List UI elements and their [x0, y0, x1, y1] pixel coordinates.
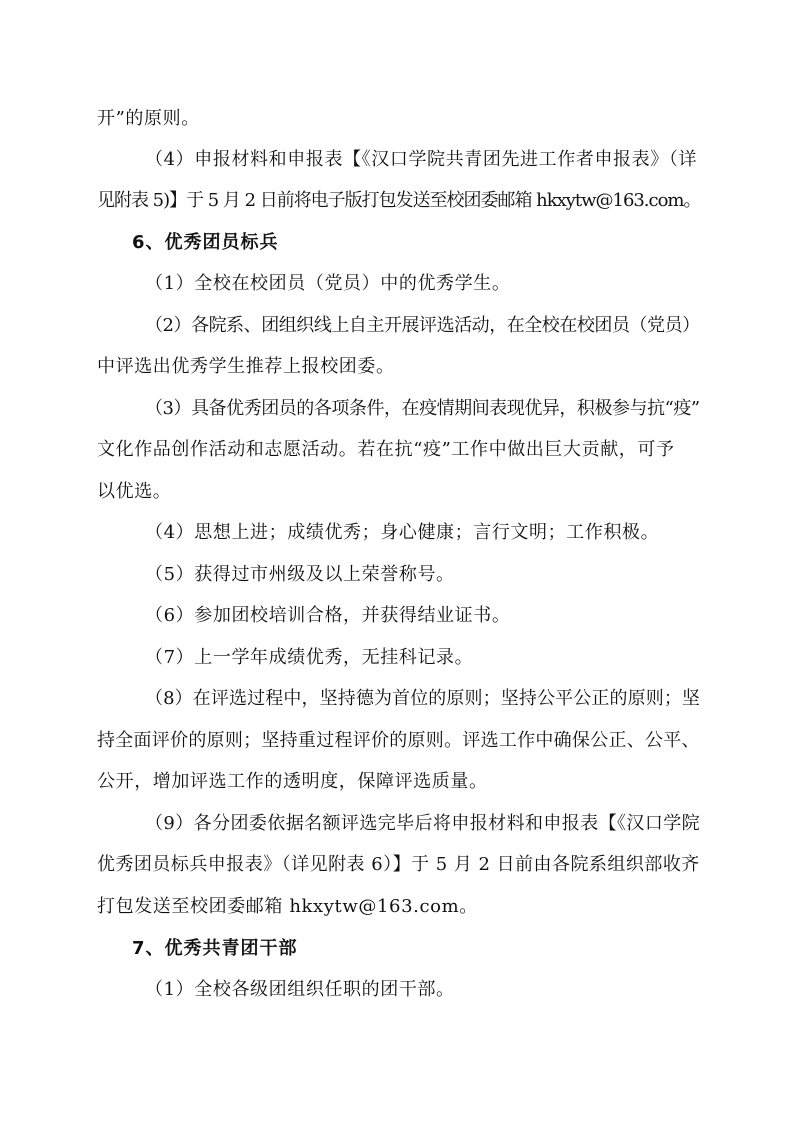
- paragraph-line: （9）各分团委依据名额评选完毕后将申报材料和申报表【《汉口学院: [145, 813, 701, 834]
- paragraph-line: 以优选。: [97, 481, 172, 502]
- paragraph-line: （8）在评选过程中，坚持德为首位的原则；坚持公平公正的原则；坚: [145, 688, 701, 709]
- paragraph-line: （1）全校各级团组织任职的团干部。: [145, 979, 455, 1000]
- paragraph-line: 见附表 5)】于 5 月 2 日前将电子版打包发送至校团委邮箱 hkxytw@163.com。: [97, 190, 701, 211]
- paragraph-line: 打包发送至校团委邮箱 hkxytw@163.com。: [97, 896, 478, 917]
- paragraph-line: （2）各院系、团组织线上自主开展评选活动，在全校在校团员（党员）: [145, 315, 700, 336]
- paragraph-line: （4）申报材料和申报表【《汉口学院共青团先进工作者申报表》（详: [145, 149, 698, 170]
- paragraph-line: （3）具备优秀团员的各项条件，在疫情期间表现优异，积极参与抗“疫”: [145, 398, 700, 419]
- paragraph-line: 公开，增加评选工作的透明度，保障评选质量。: [97, 771, 488, 792]
- section-heading: 6、优秀团员标兵: [132, 232, 279, 253]
- paragraph-line: 持全面评价的原则；坚持重过程评价的原则。评选工作中确保公正、公平、: [97, 730, 700, 751]
- paragraph-line: 中评选出优秀学生推荐上报校团委。: [97, 356, 395, 377]
- paragraph-line: （4）思想上进；成绩优秀；身心健康；言行文明；工作积极。: [145, 522, 660, 543]
- paragraph-line: 开”的原则。: [97, 108, 200, 129]
- paragraph-line: （6）参加团校培训合格，并获得结业证书。: [145, 605, 511, 626]
- paragraph-line: （5）获得过市州级及以上荣誉称号。: [145, 564, 455, 585]
- paragraph-line: （7）上一学年成绩优秀，无挂科记录。: [145, 647, 474, 668]
- paragraph-line: （1）全校在校团员（党员）中的优秀学生。: [145, 273, 511, 294]
- paragraph-line: 文化作品创作活动和志愿活动。若在抗“疫”工作中做出巨大贡献，可予: [97, 439, 675, 460]
- paragraph-line: 优秀团员标兵申报表》（详见附表 6）】于 5 月 2 日前由各院系组织部收齐: [97, 854, 700, 875]
- section-heading: 7、优秀共青团干部: [132, 938, 298, 959]
